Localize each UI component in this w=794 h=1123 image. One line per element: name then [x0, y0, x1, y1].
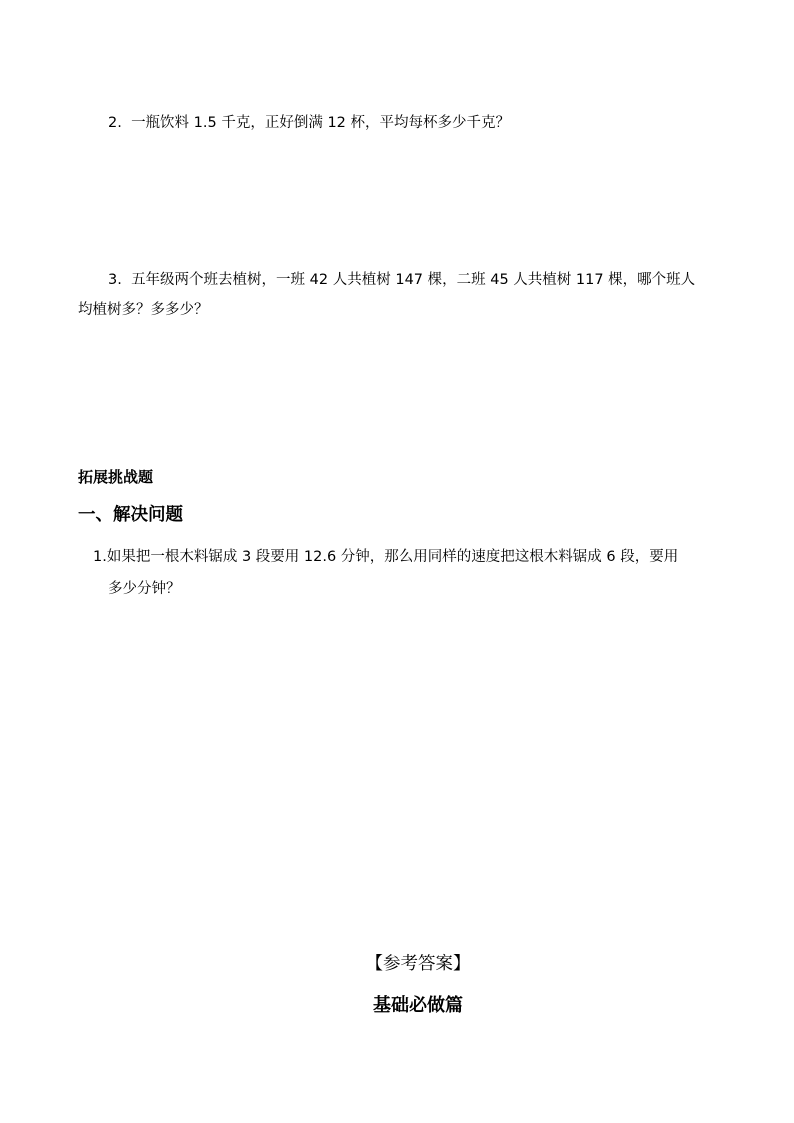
extension-title: 拓展挑战题 [78, 468, 154, 486]
answers-title: 【参考答案】 [365, 954, 471, 974]
problem-1-number: 1. [93, 549, 107, 565]
answers-subtitle: 基础必做篇 [373, 995, 463, 1016]
question-3-number: 3. [108, 272, 122, 288]
problem-1-line-1 [93, 547, 678, 567]
problem-1-text-line-1: 如果把一根木料锯成 3 段要用 12.6 分钟，那么用同样的速度把这根木料锯成 6 段，要用 [106, 549, 679, 565]
problem-1-text-line-2: 多少分钟？ [108, 581, 181, 597]
question-3-text-line-1: 五年级两个班去植树，一班 42 人共植树 147 棵，二班 45 人共植树 117 棵，哪个班人 [131, 272, 696, 288]
question-2-number: 2. [108, 115, 122, 131]
question-3-line-1 [108, 270, 695, 290]
question-3-text-line-2: 均植树多？多多少？ [78, 302, 209, 318]
question-2 [108, 113, 510, 133]
question-2-text: 一瓶饮料 1.5 千克，正好倒满 12 杯，平均每杯多少千克？ [131, 115, 511, 131]
section-title: 一、解决问题 [78, 505, 183, 525]
